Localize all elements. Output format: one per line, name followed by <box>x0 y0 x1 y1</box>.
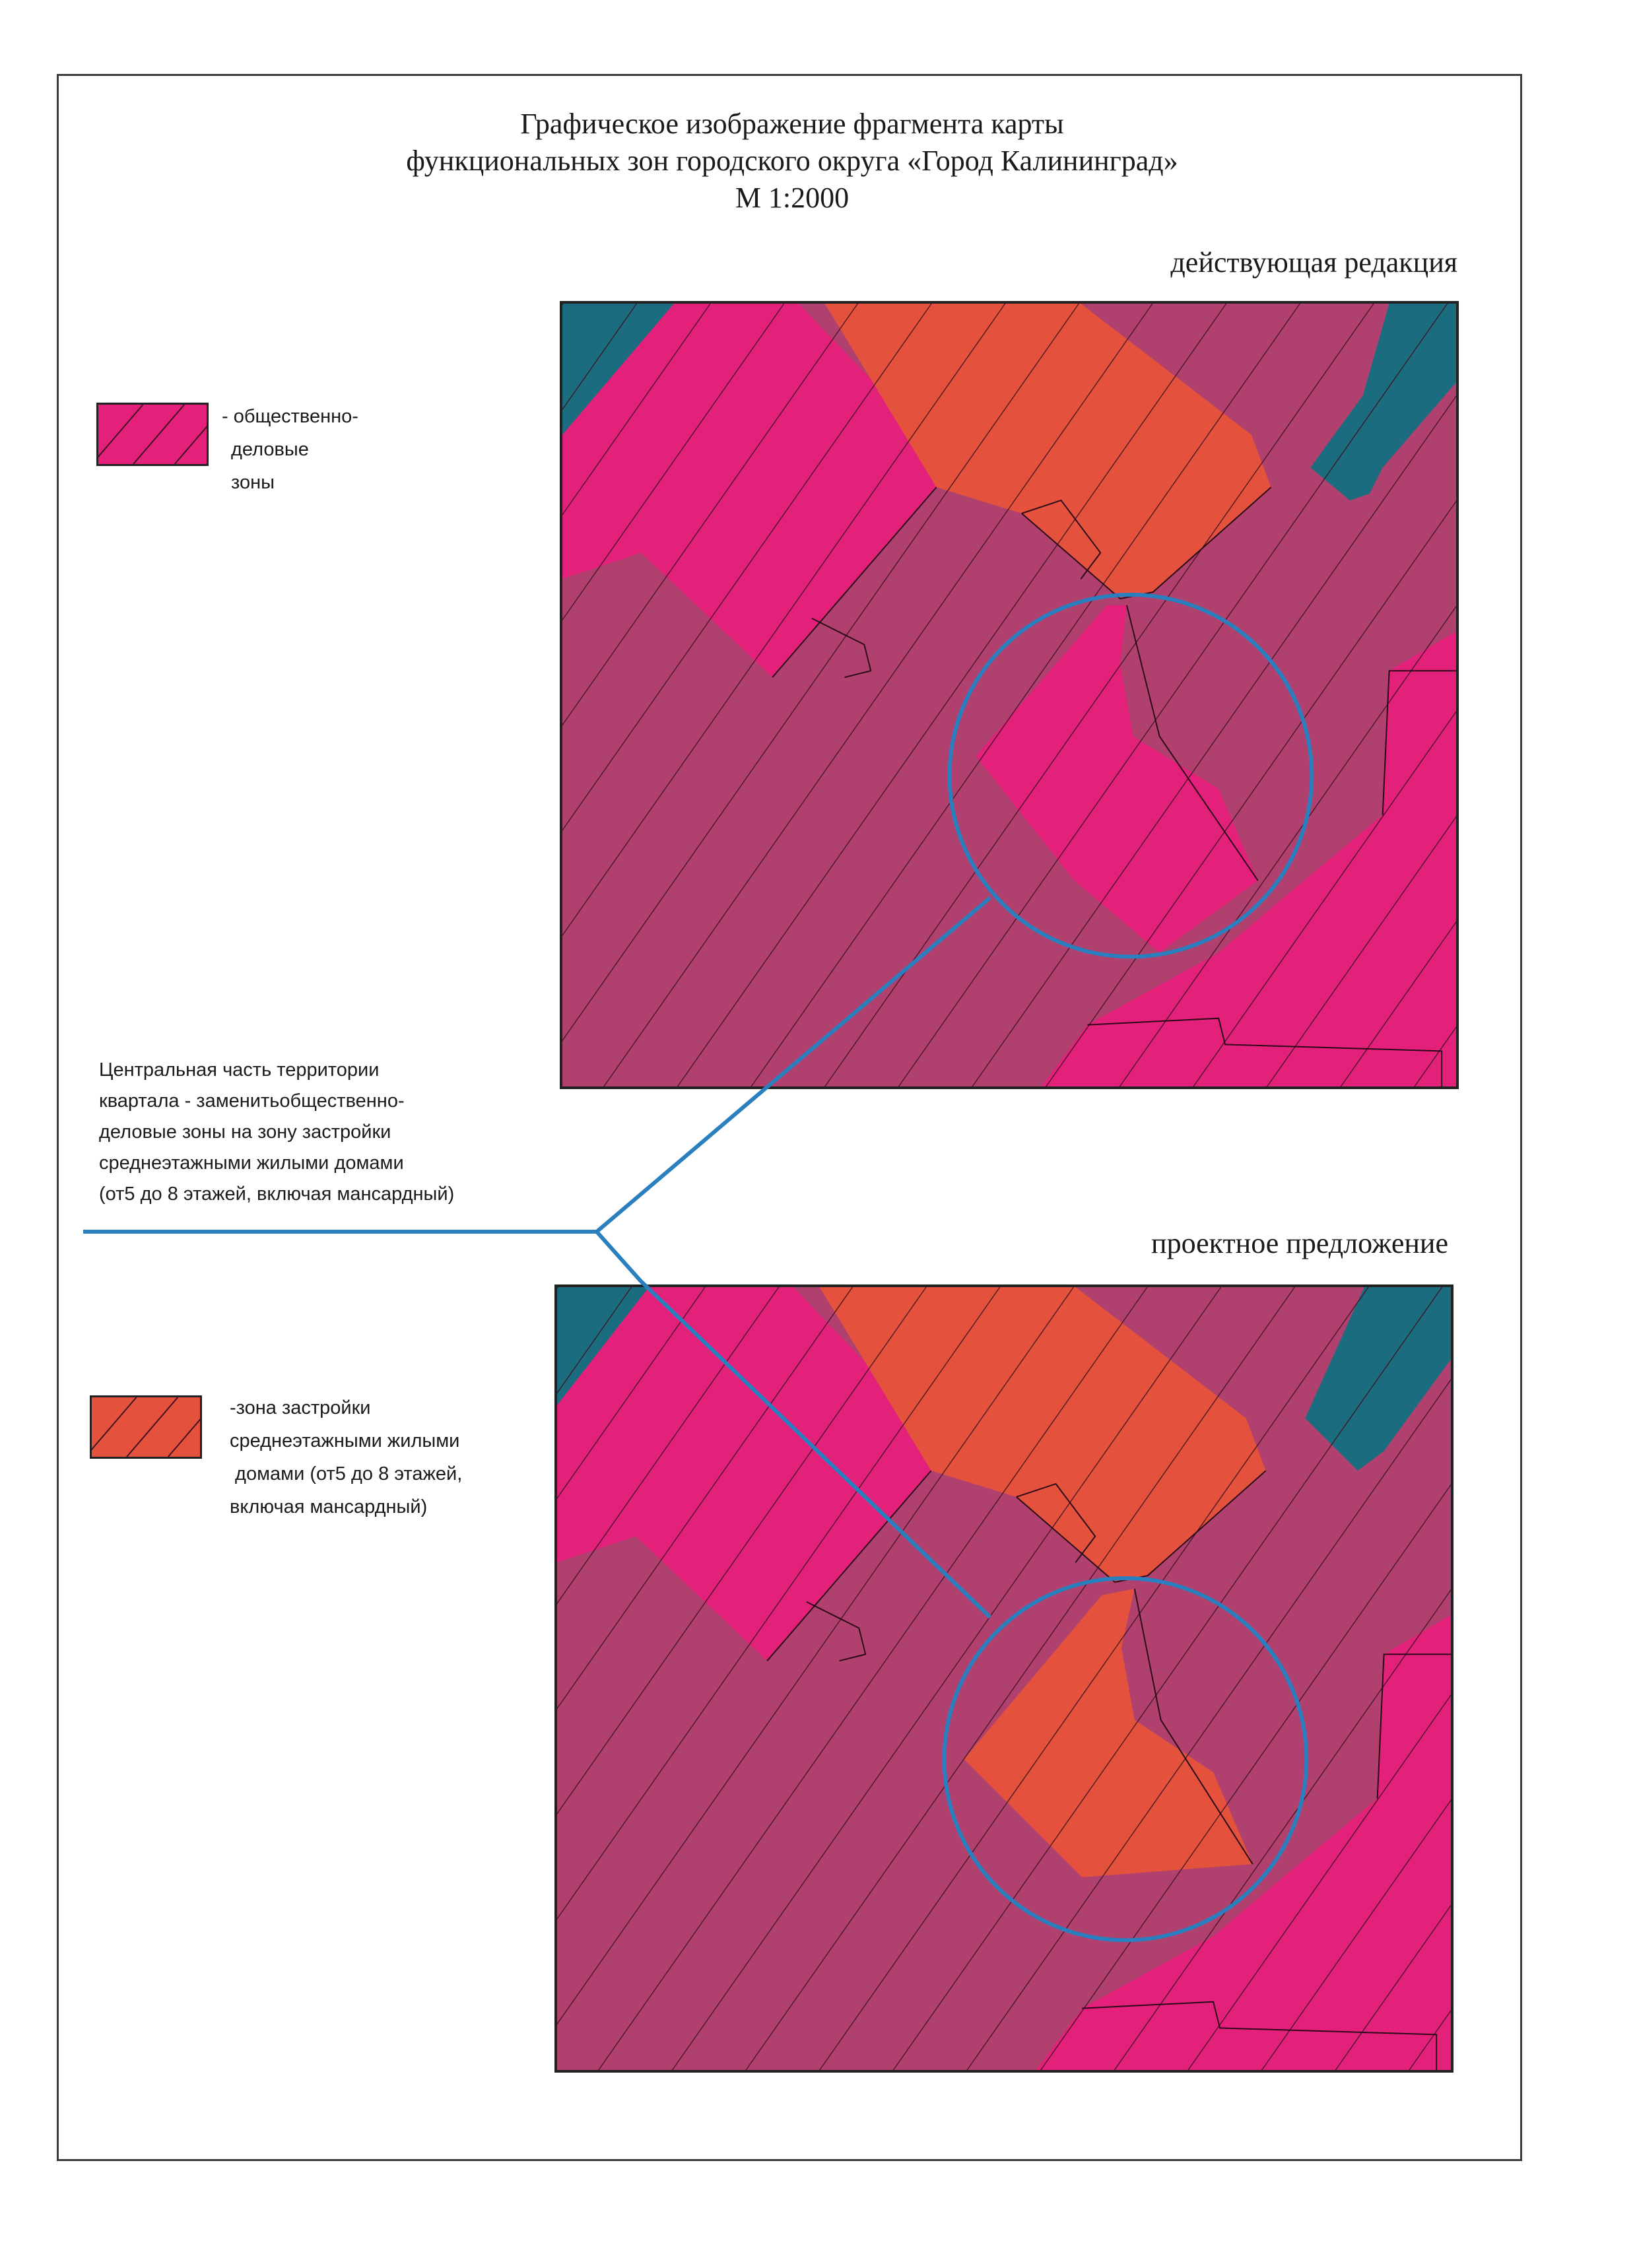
map-title <box>277 106 1307 217</box>
legend1-line3: зоны <box>231 472 275 493</box>
annotation-line2: квартала - заменитьобщественно- <box>99 1090 405 1112</box>
annotation-line5: (от5 до 8 этажей, включая мансардный) <box>99 1184 455 1205</box>
annotation-line1: Центральная часть территории <box>99 1059 380 1081</box>
hatch-overlay-b <box>557 1287 1451 2070</box>
legend1-line2: деловые <box>231 439 309 460</box>
current-edition-caption: действующая редакция <box>1170 246 1457 279</box>
legend1-line1: - общественно- <box>222 406 358 427</box>
map-current-svg <box>562 304 1456 1086</box>
proposal-caption: проектное предложение <box>1151 1227 1448 1259</box>
map-proposal <box>554 1284 1453 2073</box>
title-line-3: М 1:2000 <box>735 182 850 214</box>
annotation-note <box>99 1055 454 1210</box>
legend-swatch-public-business <box>96 403 209 466</box>
annotation-line4: среднеэтажными жилыми домами <box>99 1152 404 1174</box>
legend2-line4: включая мансардный) <box>230 1496 428 1518</box>
title-line-1: Графическое изображение фрагмента карты <box>520 108 1064 140</box>
map-current-edition <box>560 301 1459 1089</box>
legend-text-midrise-residential <box>230 1391 462 1523</box>
legend2-line3: домами (от5 до 8 этажей, <box>230 1463 463 1484</box>
legend-swatch-midrise-residential <box>90 1395 202 1459</box>
annotation-line3: деловые зоны на зону застройки <box>99 1121 391 1143</box>
legend2-line2: среднеэтажными жилыми <box>230 1430 460 1451</box>
legend-text-public-business <box>222 400 358 499</box>
hatch-overlay <box>562 304 1456 1086</box>
legend2-line1: -зона застройки <box>230 1397 371 1418</box>
title-line-2: функциональных зон городского округа «Город Калининград» <box>406 145 1178 177</box>
map-proposal-svg <box>557 1287 1451 2070</box>
